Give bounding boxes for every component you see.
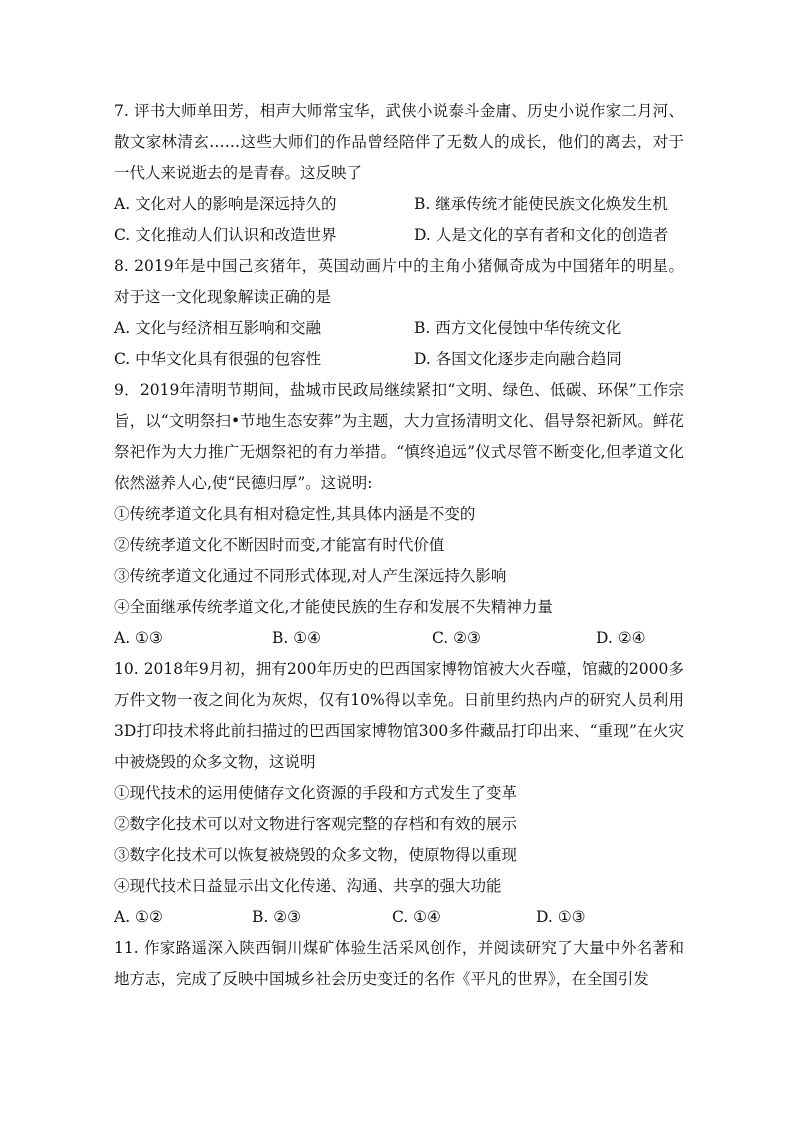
question-8-option-c: C. 中华文化具有很强的包容性: [114, 350, 322, 368]
question-10-statement-2: ②数字化技术可以对文物进行客观完整的存档和有效的展示: [114, 815, 518, 833]
question-9-option-c: C. ②③: [432, 629, 481, 647]
question-8-option-b: B. 西方文化侵蚀中华传统文化: [414, 319, 622, 337]
exam-page: [114, 96, 684, 995]
question-10: [114, 654, 684, 933]
question-9-statement-4: ④全面继承传统孝道文化,才能使民族的生存和发展不失精神力量: [114, 598, 553, 616]
question-8-stem: 8. 2019年是中国己亥猪年，英国动画片中的主角小猪佩奇成为中国猪年的明星。对于这一文化现象解读正确的是: [114, 257, 684, 306]
question-9: [114, 375, 684, 654]
question-7-options-row-1: [114, 189, 684, 220]
question-10-options-row: [114, 902, 684, 933]
question-7-option-d: D. 人是文化的享有者和文化的创造者: [414, 226, 669, 244]
question-7-option-a: A. 文化对人的影响是深远持久的: [114, 195, 337, 213]
question-10-option-b: B. ②③: [252, 908, 302, 926]
question-7-options-row-2: [114, 220, 684, 251]
question-8-option-d: D. 各国文化逐步走向融合趋同: [414, 350, 622, 368]
question-7: [114, 96, 684, 251]
question-8: [114, 251, 684, 375]
question-9-statement-3: ③传统孝道文化通过不同形式体现,对人产生深远持久影响: [114, 567, 507, 585]
question-9-statement-2: ②传统孝道文化不断因时而变,才能富有时代价值: [114, 536, 445, 554]
question-10-option-d: D. ①③: [536, 908, 586, 926]
question-9-option-b: B. ①④: [272, 629, 322, 647]
question-10-statement-4: ④现代技术日益显示出文化传递、沟通、共享的强大功能: [114, 877, 502, 895]
question-8-options-row-1: [114, 313, 684, 344]
question-8-options-row-2: [114, 344, 684, 375]
question-7-option-c: C. 文化推动人们认识和改造世界: [114, 226, 337, 244]
question-10-statement-3: ③数字化技术可以恢复被烧毁的众多文物，使原物得以重现: [114, 846, 518, 864]
question-7-stem: 7. 评书大师单田芳，相声大师常宝华，武侠小说泰斗金庸、历史小说作家二月河、散文家林清玄……这些大师们的作品曾经陪伴了无数人的成长，他们的离去，对于一代人来说逝去的是青春。这反映了: [114, 102, 684, 182]
question-10-stem: 10. 2018年9月初，拥有200年历史的巴西国家博物馆被大火吞噬，馆藏的2000多万件文物一夜之间化为灰烬，仅有10%得以幸免。日前里约热内卢的研究人员利用3D打印技术将此前扫描过的巴西国家博物馆300多件藏品打印出来、“重现”在火灾中被烧毁的众多文物，这说明: [114, 660, 684, 771]
question-9-option-a: A. ①③: [114, 629, 163, 647]
question-9-options-row: [114, 623, 684, 654]
question-9-option-d: D. ②④: [596, 629, 646, 647]
question-9-stem: 9．2019年清明节期间，盐城市民政局继续紧扣“文明、绿色、低碳、环保”工作宗旨，以“文明祭扫•节地生态安葬”为主题，大力宣扬清明文化、倡导祭祀新风。鲜花祭祀作为大力推广无烟祭祀的有力举措。“慎终追远”仪式尽管不断变化,但孝道文化依然滋养人心,使“民德归厚”。这说明:: [114, 381, 684, 492]
question-10-statement-1: ①现代技术的运用使储存文化资源的手段和方式发生了变革: [114, 784, 518, 802]
question-11-stem: 11. 作家路遥深入陕西铜川煤矿体验生活采风创作，并阅读研究了大量中外名著和地方志，完成了反映中国城乡社会历史变迁的名作《平凡的世界》，在全国引发: [114, 939, 684, 988]
question-7-option-b: B. 继承传统才能使民族文化焕发生机: [414, 195, 668, 213]
question-9-statement-1: ①传统孝道文化具有相对稳定性,其具体内涵是不变的: [114, 505, 476, 523]
question-10-option-c: C. ①④: [392, 908, 441, 926]
question-8-option-a: A. 文化与经济相互影响和交融: [114, 319, 322, 337]
question-10-option-a: A. ①②: [114, 908, 163, 926]
question-11: [114, 933, 684, 995]
